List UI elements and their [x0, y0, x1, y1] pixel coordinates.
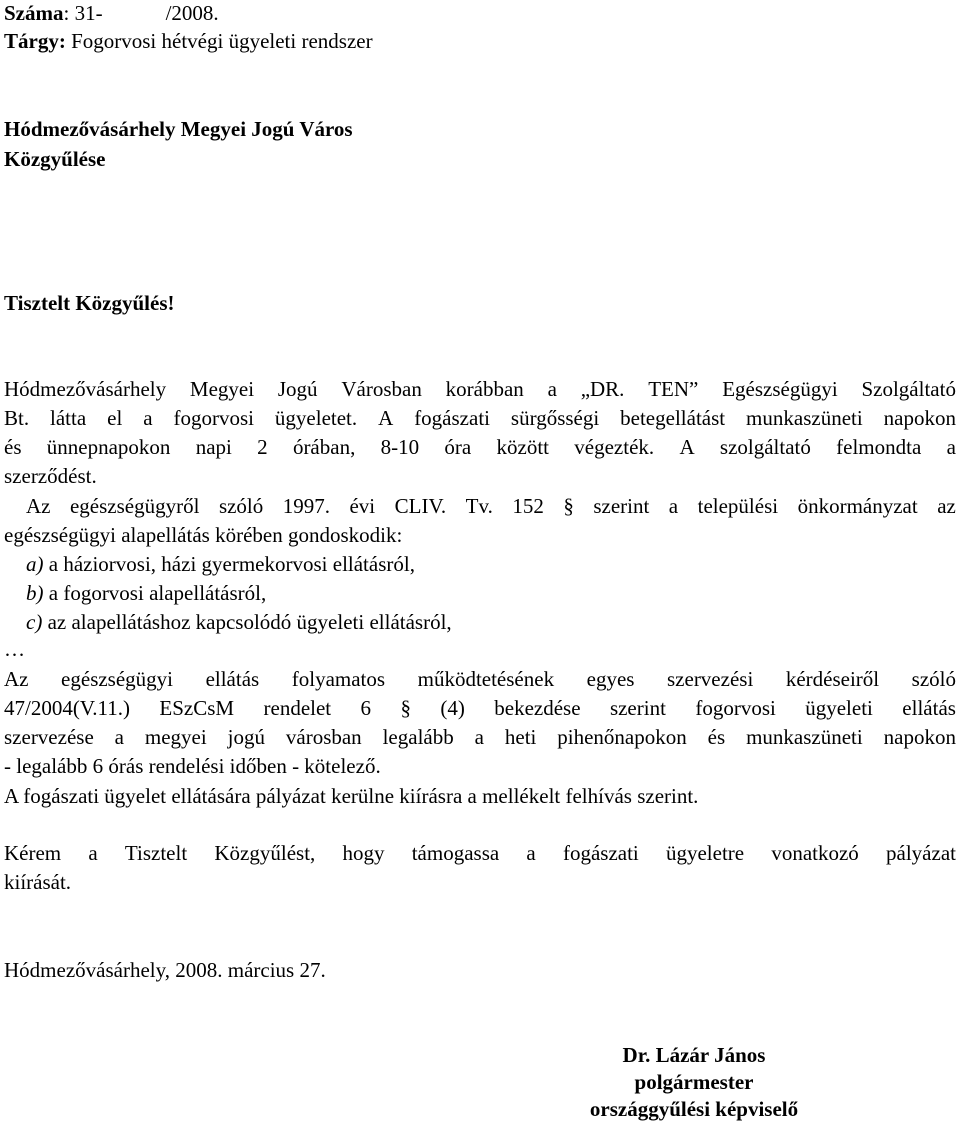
p1-line-3	[4, 434, 956, 460]
word: Kérem	[4, 841, 62, 865]
word: megyei	[144, 725, 207, 749]
word: a	[946, 435, 956, 459]
word: működtetésének	[417, 667, 555, 691]
p3-line-2	[4, 695, 956, 721]
word: Városban	[341, 377, 422, 401]
word: Tv.	[465, 494, 493, 518]
word: fogorvosi	[173, 406, 254, 430]
signatory-name: Dr. Lázár János	[622, 1043, 766, 1067]
word: heti	[504, 725, 537, 749]
word: között	[496, 435, 549, 459]
word: szervezése	[4, 725, 94, 749]
word: és	[4, 435, 22, 459]
word: A	[679, 435, 695, 459]
salutation: Tisztelt Közgyűlés!	[4, 291, 175, 315]
word: betegellátást	[620, 406, 726, 430]
word: Tisztelt	[124, 841, 188, 865]
word: városban	[285, 725, 362, 749]
word: 2	[257, 435, 268, 459]
list-text-a: a háziorvosi, házi gyermekorvosi ellátásról,	[43, 552, 415, 576]
ellipsis: …	[4, 637, 25, 661]
word: ügyeleti	[805, 696, 873, 720]
word: napi	[195, 435, 232, 459]
word: munkaszüneti	[746, 725, 863, 749]
word: szervezési	[667, 667, 754, 691]
word: el	[107, 406, 123, 430]
list-label-c: c)	[26, 610, 43, 634]
word: munkaszüneti	[746, 406, 863, 430]
word: „DR.	[580, 377, 625, 401]
word: és	[707, 725, 726, 749]
list-item-b	[26, 580, 266, 606]
word: ügyeletet.	[274, 406, 358, 430]
p3-line-1	[4, 666, 956, 692]
word: 6	[360, 696, 372, 720]
word: pályázat	[886, 841, 956, 865]
word: önkormányzat	[797, 494, 918, 518]
word: ellátás	[205, 667, 260, 691]
word: egészségügyi	[61, 667, 174, 691]
list-label-a: a)	[26, 552, 44, 576]
word: az	[937, 494, 956, 518]
p1-line-2	[4, 405, 956, 431]
word: jogú	[227, 725, 265, 749]
word: ügyeletre	[665, 841, 745, 865]
document-number	[4, 0, 219, 26]
signatory-title: polgármester	[634, 1070, 754, 1094]
list-item-c	[26, 609, 452, 635]
word: Bt.	[4, 406, 30, 430]
word: vonatkozó	[771, 841, 859, 865]
word: §	[400, 696, 411, 720]
p1-line-4: szerződést.	[4, 464, 97, 488]
addressee-line-1: Hódmezővásárhely Megyei Jogú Város	[4, 117, 353, 141]
number-label: Száma	[4, 1, 64, 25]
word: a	[143, 406, 153, 430]
addressee-line-2: Közgyűlése	[4, 147, 106, 171]
word: egészségügyről	[69, 494, 200, 518]
word: Közgyűlést,	[214, 841, 316, 865]
word: Az	[4, 667, 29, 691]
word: Hódmezővásárhely	[4, 377, 167, 401]
list-item-a	[26, 551, 415, 577]
word: A	[378, 406, 394, 430]
word: Szolgáltató	[861, 377, 956, 401]
word: órában,	[292, 435, 356, 459]
p5-line-1	[4, 840, 956, 866]
word: legalább	[382, 725, 454, 749]
word: ESzCsM	[159, 696, 235, 720]
list-text-c: az alapellátáshoz kapcsolódó ügyeleti ellátásról,	[42, 610, 452, 634]
word: szerint	[593, 494, 650, 518]
word: a	[114, 725, 124, 749]
word: 1997.	[282, 494, 330, 518]
word: a	[88, 841, 98, 865]
word: a	[547, 377, 557, 401]
signatory-role: országgyűlési képviselő	[589, 1097, 799, 1121]
p3-line-4: - legalább 6 órás rendelési időben - kötelező.	[4, 754, 381, 778]
word: a	[668, 494, 679, 518]
word: korábban	[445, 377, 524, 401]
word: szolgáltató	[719, 435, 811, 459]
word: folyamatos	[291, 667, 386, 691]
word: napokon	[883, 406, 956, 430]
p1-line-1	[4, 376, 956, 402]
place-date: Hódmezővásárhely, 2008. március 27.	[4, 958, 326, 982]
word: Megyei	[189, 377, 255, 401]
word: támogassa	[411, 841, 500, 865]
signature-block	[564, 1042, 824, 1123]
word: Egészségügyi	[722, 377, 838, 401]
word: évi	[349, 494, 376, 518]
list-label-b: b)	[26, 581, 44, 605]
word: kérdéseiről	[785, 667, 880, 691]
word: ünnepnapokon	[46, 435, 171, 459]
word: ellátás	[902, 696, 956, 720]
word: bekezdése	[494, 696, 581, 720]
word: fogorvosi	[695, 696, 776, 720]
list-text-b: a fogorvosi alapellátásról,	[43, 581, 267, 605]
word: fogászati	[414, 406, 490, 430]
word: óra	[444, 435, 472, 459]
word: TEN”	[648, 377, 699, 401]
word: 47/2004(V.11.)	[4, 696, 130, 720]
word: látta	[50, 406, 87, 430]
subject-value: Fogorvosi hétvégi ügyeleti rendszer	[65, 29, 373, 53]
word: 8-10	[380, 435, 420, 459]
p3-line-3	[4, 724, 956, 750]
word: CLIV.	[394, 494, 447, 518]
word: végezték.	[574, 435, 655, 459]
word: (4)	[440, 696, 465, 720]
word: Jogú	[277, 377, 318, 401]
word: pihenőnapokon	[557, 725, 687, 749]
p2-line-2: egészségügyi alapellátás körében gondoskodik:	[4, 523, 403, 547]
subject-label: Tárgy:	[4, 29, 66, 53]
word: szerint	[609, 696, 666, 720]
word: Az	[26, 494, 51, 518]
number-value: : 31- /2008.	[63, 1, 219, 25]
word: rendelet	[263, 696, 332, 720]
p4: A fogászati ügyelet ellátására pályázat kerülne kiírásra a mellékelt felhívás szerint.	[4, 784, 699, 808]
word: sürgősségi	[510, 406, 600, 430]
p2-line-1	[26, 493, 956, 519]
document-subject	[4, 28, 373, 54]
word: felmondta	[836, 435, 922, 459]
word: §	[563, 494, 574, 518]
word: fogászati	[562, 841, 639, 865]
word: szóló	[218, 494, 264, 518]
word: a	[474, 725, 484, 749]
word: hogy	[342, 841, 385, 865]
p5-line-2: kiírását.	[4, 870, 72, 894]
word: 152	[512, 494, 544, 518]
word: napokon	[883, 725, 956, 749]
word: egyes	[586, 667, 635, 691]
word: a	[526, 841, 536, 865]
word: települési	[697, 494, 779, 518]
word: szóló	[911, 667, 956, 691]
